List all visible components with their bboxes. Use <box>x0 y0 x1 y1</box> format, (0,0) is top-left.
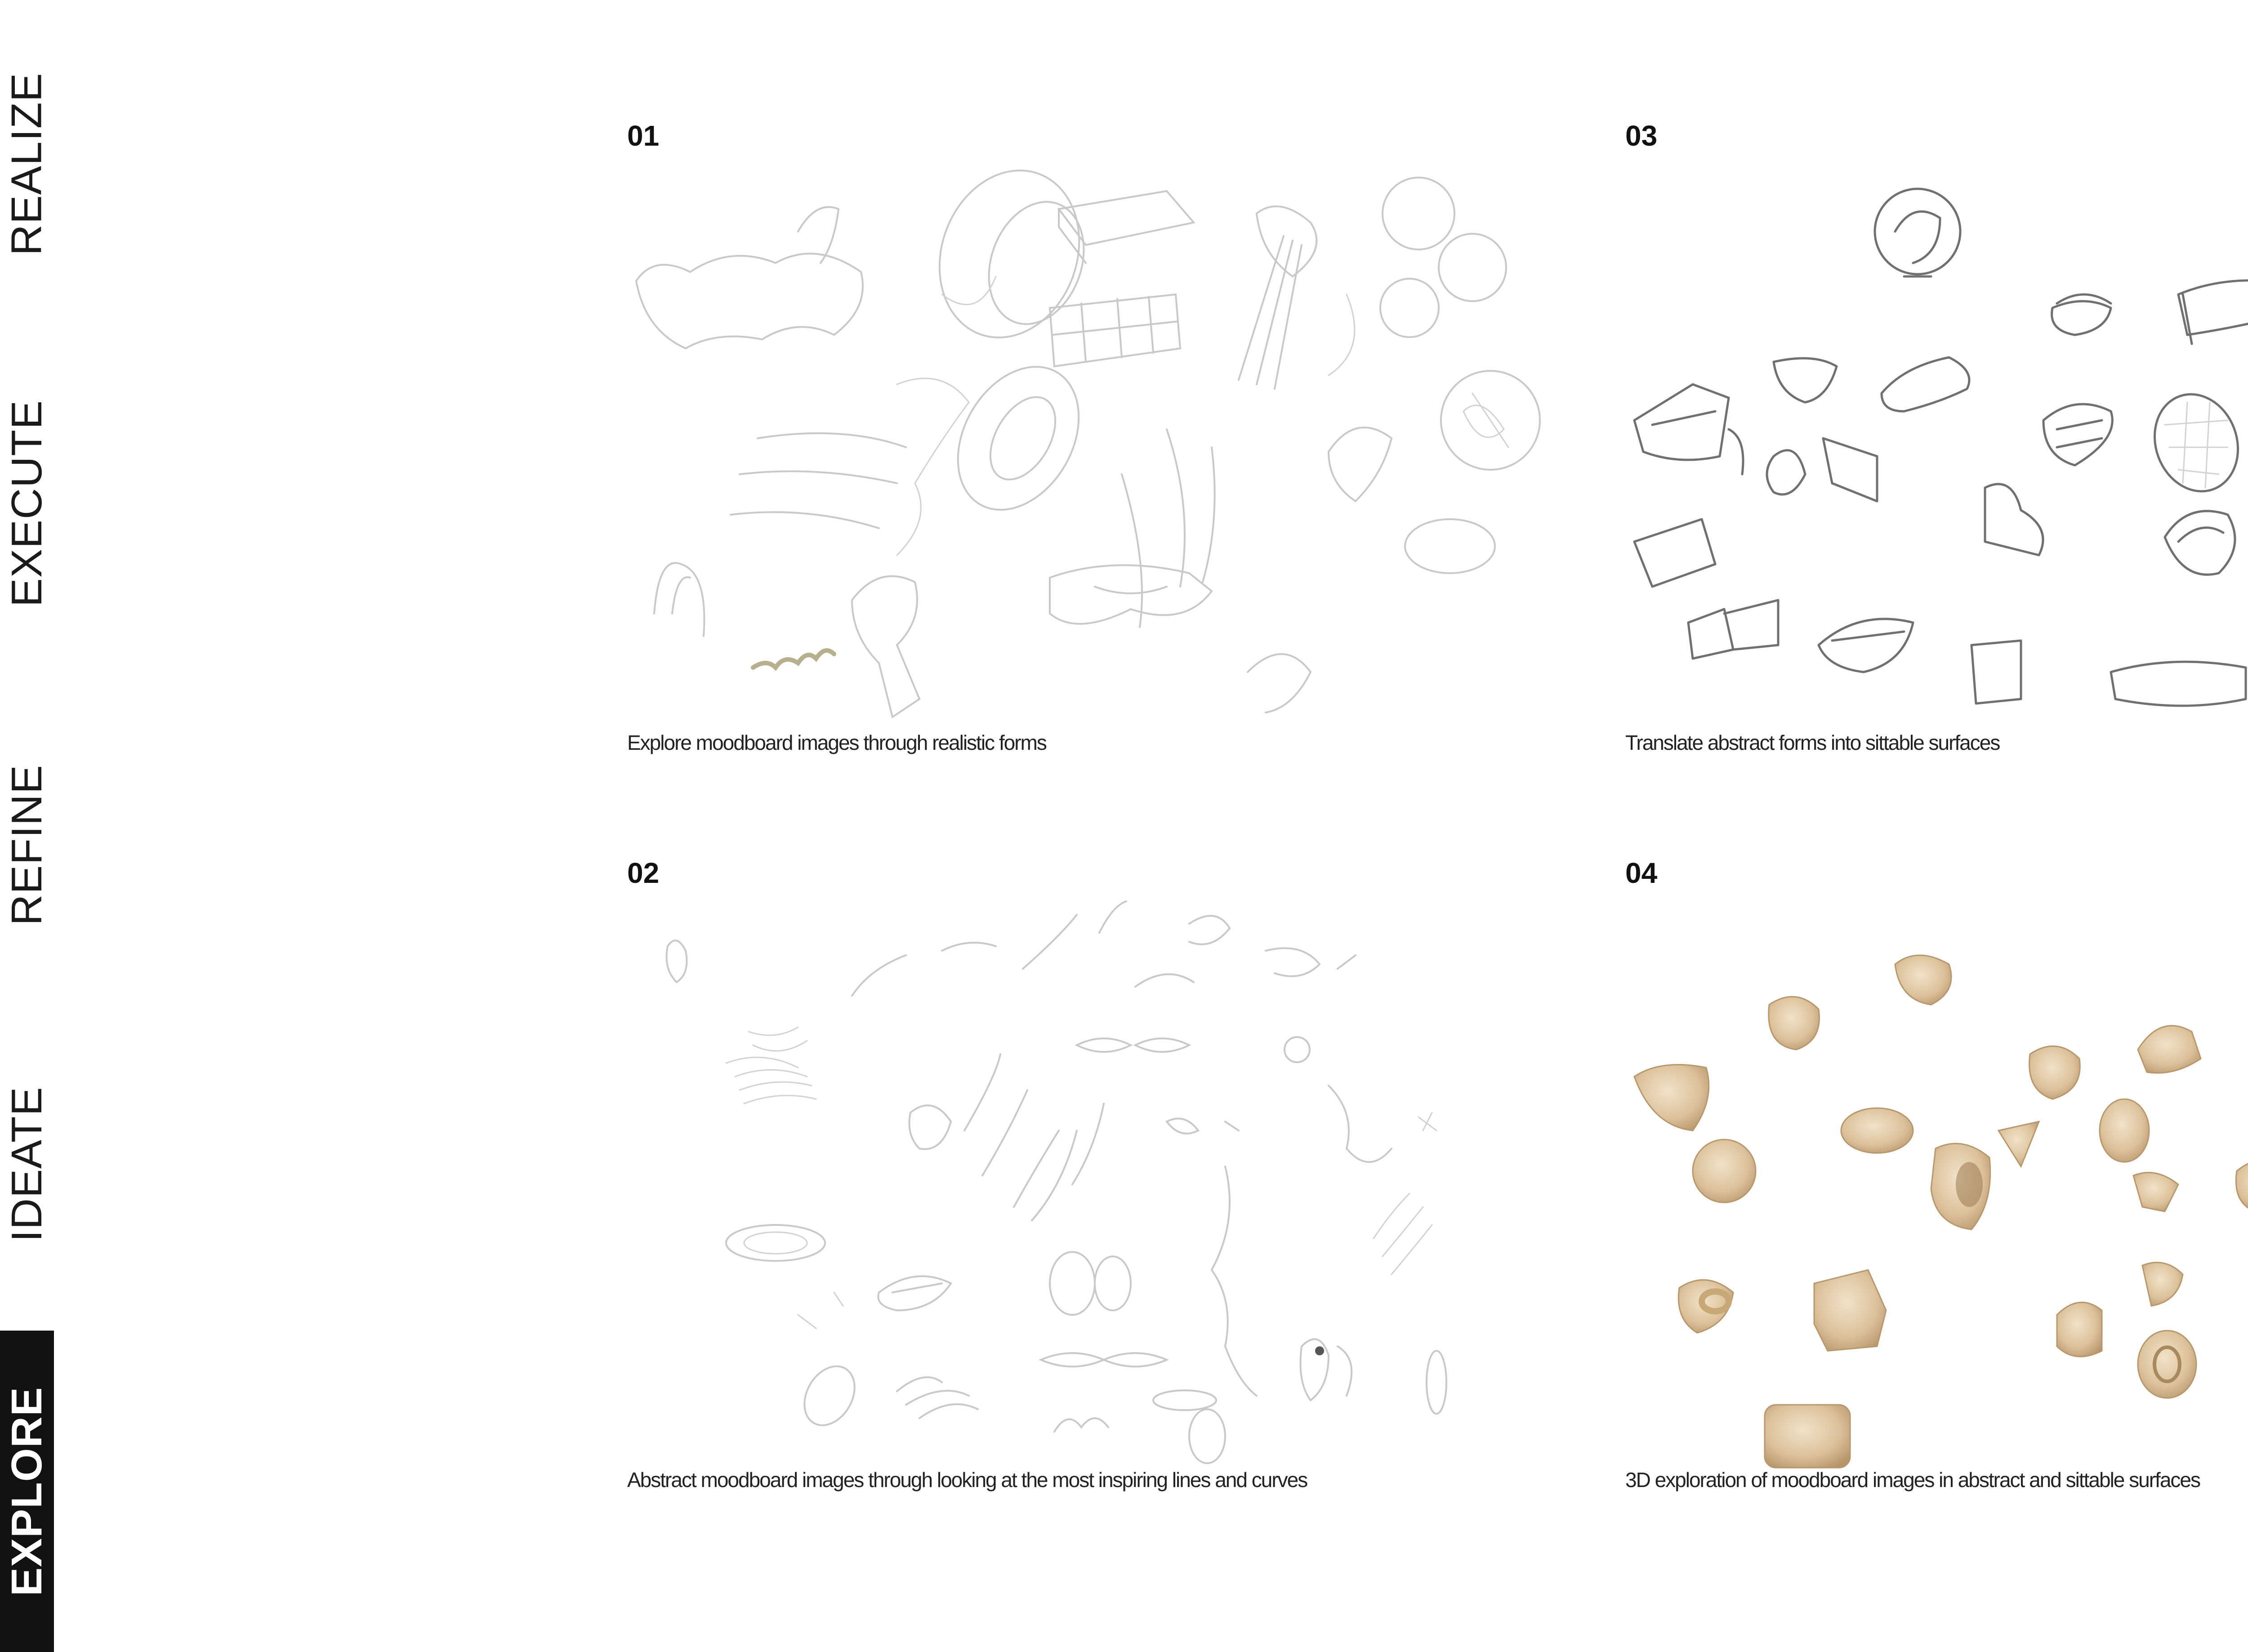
realistic-forms-sketch <box>627 160 1571 744</box>
nav-item-label: EXPLORE <box>3 1386 51 1596</box>
nav-item-label: REFINE <box>3 764 51 926</box>
panel-caption: Translate abstract forms into sittable surfaces <box>1625 731 2000 754</box>
panel-number: 01 <box>627 120 660 152</box>
panel-number: 03 <box>1625 120 1658 152</box>
nav-item-ideate[interactable] <box>0 1074 54 1254</box>
sittable-surfaces-sketch <box>1625 160 2248 744</box>
panel-03 <box>1625 119 2248 771</box>
panel-02 <box>627 856 1571 1508</box>
nav-item-explore[interactable] <box>0 1331 54 1652</box>
nav-item-realize[interactable] <box>0 58 54 270</box>
nav-item-refine[interactable] <box>0 760 54 931</box>
section-nav <box>0 0 54 1652</box>
panel-01 <box>627 119 1571 771</box>
abstract-lines-sketch <box>627 897 1571 1481</box>
clay-models-photo <box>1625 897 2248 1481</box>
nav-item-execute[interactable] <box>0 387 54 620</box>
panel-caption: Explore moodboard images through realistic forms <box>627 731 1046 754</box>
panel-caption: Abstract moodboard images through looking at the most inspiring lines and curves <box>627 1468 1307 1492</box>
panel-04 <box>1625 856 2248 1508</box>
panel-caption: 3D exploration of moodboard images in abstract and sittable surfaces <box>1625 1468 2200 1492</box>
nav-item-label: IDEATE <box>3 1086 51 1242</box>
panel-number: 02 <box>627 857 660 889</box>
panel-number: 04 <box>1625 857 1658 889</box>
nav-item-label: EXECUTE <box>3 400 51 607</box>
nav-item-label: REALIZE <box>3 72 51 256</box>
